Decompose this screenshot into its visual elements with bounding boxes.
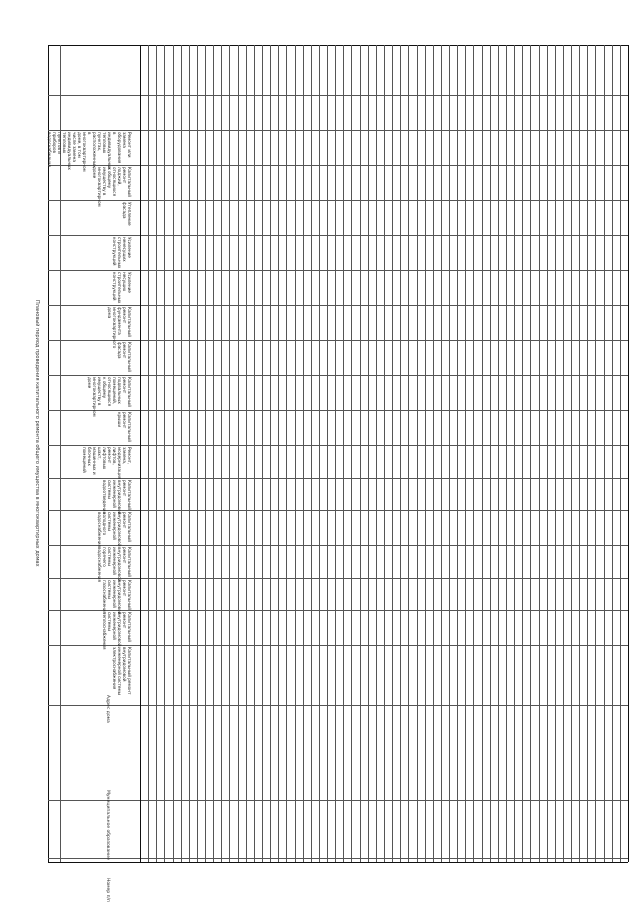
column-header: Усиление ненесущих строительных конструкций xyxy=(112,237,132,269)
table-row xyxy=(563,45,564,862)
table-rule xyxy=(48,130,628,131)
column-header: Капитальный ремонт внутридомовой инженерной системы теплоснабжения xyxy=(102,612,132,650)
table-row xyxy=(441,45,442,862)
table-row xyxy=(506,45,507,862)
table-row xyxy=(343,45,344,862)
table-row xyxy=(498,45,499,862)
table-rule xyxy=(48,305,628,306)
table-rule xyxy=(48,510,628,511)
table-row xyxy=(571,45,572,862)
table-row xyxy=(539,45,540,862)
table-rule xyxy=(48,165,628,166)
column-header: Утепление фасада xyxy=(122,202,132,226)
table-rule xyxy=(48,340,628,341)
table-row xyxy=(400,45,401,862)
table-row xyxy=(303,45,304,862)
table-rule xyxy=(48,445,628,446)
table-row xyxy=(376,45,377,862)
column-header: Капитальный ремонт внутридомовой инженерной системы холодного водоснабжения xyxy=(97,512,132,548)
header-number: Номер п/п xyxy=(105,878,110,902)
table-row xyxy=(425,45,426,862)
column-header: Капитальный ремонт подвальных помещений, относящихся к общему имуществу в многоквартирном доме xyxy=(87,377,132,417)
table-rule xyxy=(48,45,49,862)
table-rule xyxy=(48,478,628,479)
table-row xyxy=(295,45,296,862)
table-row xyxy=(433,45,434,862)
table-rule xyxy=(48,545,628,546)
table-row xyxy=(522,45,523,862)
column-header: Капитальный ремонт крыши xyxy=(117,412,132,442)
header-municipality: Муниципальное образование xyxy=(105,790,110,860)
table-row xyxy=(351,45,352,862)
column-header: Капитальный ремонт фундамента многоквартирного дома xyxy=(107,307,132,349)
table-row xyxy=(189,45,190,862)
table-row xyxy=(335,45,336,862)
table-row xyxy=(181,45,182,862)
table-row xyxy=(530,45,531,862)
table-row xyxy=(457,45,458,862)
table-row xyxy=(587,45,588,862)
table-rule xyxy=(60,45,61,862)
table-row xyxy=(384,45,385,862)
table-rule xyxy=(48,705,628,706)
column-header: Капитальный ремонт фасада xyxy=(117,342,132,372)
table-row xyxy=(238,45,239,862)
table-row xyxy=(327,45,328,862)
table-row xyxy=(205,45,206,862)
table-rule xyxy=(48,200,628,201)
table-row xyxy=(620,45,621,862)
table-row xyxy=(221,45,222,862)
table-row xyxy=(262,45,263,862)
table-rule xyxy=(48,95,628,96)
table-row xyxy=(360,45,361,862)
table-row xyxy=(270,45,271,862)
table-row xyxy=(604,45,605,862)
column-header: Усиление несущих строительных конструкций xyxy=(112,272,132,304)
column-header: Капитальный ремонт внутридомовой инженерной системы горячего водоснабжения xyxy=(97,547,132,583)
table-row xyxy=(579,45,580,862)
column-header: Капитальный ремонт внутридомовой инженерной системы газоснабжения xyxy=(102,580,132,615)
table-rule xyxy=(48,45,628,46)
table-rule xyxy=(48,645,628,646)
table-row xyxy=(246,45,247,862)
table-row xyxy=(473,45,474,862)
table-rule xyxy=(48,800,628,801)
table-row xyxy=(417,45,418,862)
table-row xyxy=(547,45,548,862)
table-rule xyxy=(48,610,628,611)
table-rule xyxy=(48,270,628,271)
table-row xyxy=(164,45,165,862)
table-row xyxy=(368,45,369,862)
table-row xyxy=(514,45,515,862)
table-rule xyxy=(628,45,629,862)
table-row xyxy=(465,45,466,862)
table-row xyxy=(173,45,174,862)
table-row xyxy=(229,45,230,862)
table-row xyxy=(254,45,255,862)
table-row xyxy=(278,45,279,862)
header-address: Адрес дома xyxy=(105,695,110,723)
table-rule xyxy=(48,578,628,579)
column-header: Ремонт или замена оборудования в индивидуальных тепловых пунктах, расположенных в многоквартирном доме, в том числе замена индивидуальных тепловых пунктов и приборов водоснабжения xyxy=(47,132,132,172)
table-rule xyxy=(48,862,628,863)
column-header: Ремонт, замена, модернизация лифтов, ремонт лифтовых шахт, машинных и блочных помещений xyxy=(82,447,132,480)
table-row xyxy=(555,45,556,862)
table-rule xyxy=(48,410,628,411)
table-row xyxy=(156,45,157,862)
column-header: Капитальный ремонт лоджий, относящихся к общему имуществу в многоквартирном доме xyxy=(92,167,132,207)
table-rule xyxy=(48,235,628,236)
table-rule xyxy=(140,45,141,862)
table-row xyxy=(490,45,491,862)
table-row xyxy=(148,45,149,862)
table-row xyxy=(612,45,613,862)
table-row xyxy=(213,45,214,862)
table-row xyxy=(392,45,393,862)
table-row xyxy=(482,45,483,862)
column-header: Капитальный ремонт внутридомовой инженерной системы водоотведения xyxy=(102,480,132,515)
table-row xyxy=(311,45,312,862)
table-rule xyxy=(48,858,628,859)
table-row xyxy=(595,45,596,862)
table-row xyxy=(286,45,287,862)
table-row xyxy=(449,45,450,862)
table-row xyxy=(319,45,320,862)
column-header: Капитальный ремонт внутридомовой инженерной системы электроснабжения xyxy=(112,647,132,695)
document-caption: Плановый период проведения капитального ремонта общего имущества в многоквартирных домах xyxy=(34,300,40,567)
table-rule xyxy=(48,375,628,376)
table-row xyxy=(197,45,198,862)
table-row xyxy=(408,45,409,862)
